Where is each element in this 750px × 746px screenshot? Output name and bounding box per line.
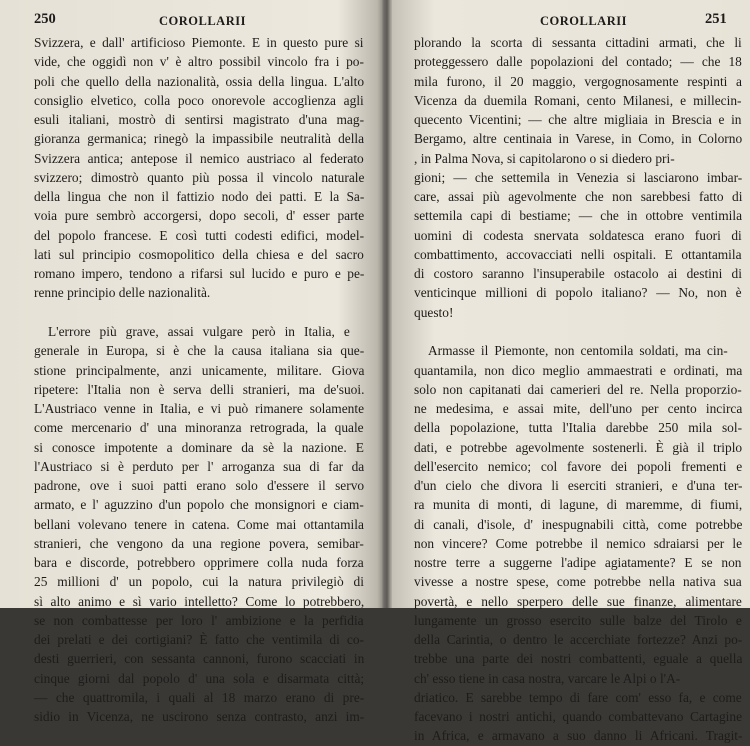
text-line: stranieri, che vengono da una regione povera, semibar- <box>34 535 364 551</box>
text-line: solo non capitanati dai camerieri del re. Nella proporzio- <box>414 381 742 397</box>
left-page <box>0 0 384 725</box>
page-number-right: 251 <box>705 11 727 27</box>
text-line: romano impero, tendono a rifarsi sul lucido e puro e pe- <box>34 266 365 281</box>
text-line: mila furono, il 20 maggio, vergognosamente respinti a <box>414 73 742 89</box>
text-line: svizzero; dimostrò quanto più possa il vincolo naturale <box>34 169 365 185</box>
text-line: voia pure sembrò accorgersi, dopo secoli, d' esser parte <box>34 208 365 224</box>
text-line: Svizzera, e dall' artificioso Piemonte. E in questo pure si <box>34 35 364 50</box>
text-line: Armasse il Piemonte, non centomila soldati, ma cin- <box>428 343 728 359</box>
text-line: stione principalmente, anzi unicamente, militare. Giova <box>34 362 365 378</box>
text-line: dati, e potrebbe agevolmente sostenerli. È già il triplo <box>414 439 743 455</box>
text-line: lungamente un grosso esercito sulle balze del Tirolo e <box>414 612 742 628</box>
text-line: ne medesima, e assai mite, dell'uno per cento incirca <box>414 401 743 417</box>
text-line: del popolo francese. E così tutti codesti edifici, model- <box>34 227 365 243</box>
text-line: gioni; — che settemila in Venezia si lasciarono imbar- <box>414 169 743 185</box>
text-line: settemila capi di bestiame; — che in ottobre ventimila <box>414 208 743 224</box>
text-line: si conosce impotente a dominare da sè la nazione. E <box>34 439 364 455</box>
left-page-text <box>34 33 364 726</box>
text-line: trebbe una parte dei nostri combattenti, eguale a quella <box>414 651 743 667</box>
paragraph-gap <box>34 303 364 323</box>
text-line: sidio in Vicenza, ne uscirono senza contrasto, anzi im- <box>34 709 365 725</box>
text-line: desti guerrieri, con sessanta cannoni, furono scacciati in <box>34 651 365 667</box>
text-line: l'Austriaco si è perduto per l' arroganza sua di far da <box>34 458 365 474</box>
text-line: lati sul principio cosmopolitico della chiesa e del sacro <box>34 246 364 262</box>
text-line: sì alto animo e sì vario intelletto? Come lo potrebbero, <box>34 593 365 609</box>
text-line: di costoro saranno l'insuperabile ostacolo ai destini di <box>414 266 742 281</box>
text-line: poli che quello della nazionalità, ossia della lingua. L'alto <box>34 73 365 89</box>
text-line: bellani volevano tenere in catena. Come mai ottantamila <box>34 516 364 532</box>
right-page-text <box>414 33 742 746</box>
text-line: uomini di codesta snervata soldatesca erano fuori di <box>414 227 742 243</box>
text-line: esuli italiani, mostrò di sentirsi magistrato d'una mag- <box>34 112 365 127</box>
text-line: armato, e l' aguzzino d'un popolo che monsignori e ciam- <box>34 497 364 513</box>
text-line: Vicenza da duemila Romani, cento Milanesi, e millecin- <box>414 92 742 108</box>
text-line: combattimento, accovacciati nelli ospitali. E ottantamila <box>414 246 742 262</box>
text-line: come mercenario d' una minoranza retrograda, la quale <box>34 420 364 436</box>
text-line: ch' esso tiene in casa nostra, varcare le Alpi o l'A- <box>414 670 681 686</box>
text-line: della lingua che non il fattizio nodo dei patti. E la Sa- <box>34 189 365 204</box>
text-line: venticinque millioni di popolo italiano? — No, non è <box>414 285 742 301</box>
text-line: care, assai più agevolmente che non sarebbesi fatto di <box>414 189 743 204</box>
text-line: driatico. E sarebbe tempo di fare com' esso fa, e come <box>414 689 742 705</box>
text-line: ra munita di monti, di lagune, di maremme, di fiumi, <box>414 497 743 513</box>
text-line: di canali, d'isole, d' inespugnabili città, come potrebbe <box>414 516 743 532</box>
text-line: L'Austriaco venne in Italia, e vi può rimanere solamente <box>34 401 365 417</box>
text-line: cinque giorni dal popolo d' una sola e disarmata città; <box>34 670 365 686</box>
text-line: L'errore più grave, assai vulgare però in Italia, e <box>48 324 350 340</box>
text-line: nostre terre a suggerne l'adipe agiatamente? E se non <box>414 555 742 571</box>
text-line: ripetere: l'Italia non è serva delli stranieri, ma de'suoi. <box>34 381 365 397</box>
text-line: dell'esercito nemico; col favore dei popoli frementi e <box>414 458 743 474</box>
text-line: d'un cielo che divora li eserciti stranieri, e d'una ter- <box>414 478 743 494</box>
text-line: consiglio elvetico, colla poco onorevole accoglienza agli <box>34 92 364 108</box>
text-line: plorando la scorta di sessanta cittadini armati, che li <box>414 35 742 50</box>
text-line: dei prelati e dei cortigiani? È fatto che ventimila di co- <box>34 632 364 648</box>
paragraph-gap <box>414 322 742 342</box>
text-line: povertà, e nello sperpero delle sue finanze, alimentare <box>414 593 742 609</box>
text-line: non vincere? Come potrebbe il nemico sdraiarsi per le <box>414 535 743 551</box>
text-line: , in Palma Nova, si capitolarono o si diedero pri- <box>414 150 675 166</box>
text-line: proteggessero dalle popolazioni del contado; — che 18 <box>414 54 742 70</box>
text-line: gioranza germanica; rinegò la impassibile neutralità della <box>34 131 365 147</box>
text-line: della Carintia, o dentro le accerchiate fortezze? Anzi po- <box>414 632 743 648</box>
text-line: padrone, ove i suoi patti erano solo d'essere il servo <box>34 478 365 494</box>
text-line: renne principio delle nazionalità. <box>34 285 211 301</box>
right-page <box>390 0 750 744</box>
text-line: quantamila, non dico meglio ammaestrati e ordinati, ma <box>414 362 743 378</box>
text-line: questo! <box>414 304 454 320</box>
text-line: in Africa, e armavano a suo danno li Africani. Tragit- <box>414 728 743 744</box>
text-line: Bergamo, altre centinaia in Varese, in Como, in Colorno <box>414 131 743 147</box>
text-line: facevano i nostri antichi, quando combattevano Cartagine <box>414 709 743 725</box>
text-line: vide, che oggidì non v' è altro possibil vincolo fra i po- <box>34 54 364 70</box>
running-head-left: COROLLARII <box>159 14 246 28</box>
page-number-left: 250 <box>34 11 56 27</box>
text-line: vivesse a nostre spese, come potrebbe nella nativa sua <box>414 574 742 590</box>
text-line: 25 millioni d' un popolo, cui la natura privilegiò di <box>34 574 364 590</box>
text-line: se non combattesse per loro l' ambizione e la perfidia <box>34 612 364 628</box>
text-line: bara e discorde, potrebbero opprimere colla nuda forza <box>34 555 364 571</box>
text-line: — che quattromila, i quali al 18 marzo erano di pre- <box>34 689 365 705</box>
text-line: Svizzera antica; antepose il nemico austriaco al federato <box>34 150 364 166</box>
text-line: quecento Vicentini; — che altre migliaia in Brescia e in <box>414 112 742 127</box>
running-head-right: COROLLARII <box>540 14 627 28</box>
text-line: generale in Europa, si è che la causa italiana sia que- <box>34 343 365 359</box>
text-line: della popolazione, tutta l'Italia darebbe 250 mila sol- <box>414 420 743 436</box>
